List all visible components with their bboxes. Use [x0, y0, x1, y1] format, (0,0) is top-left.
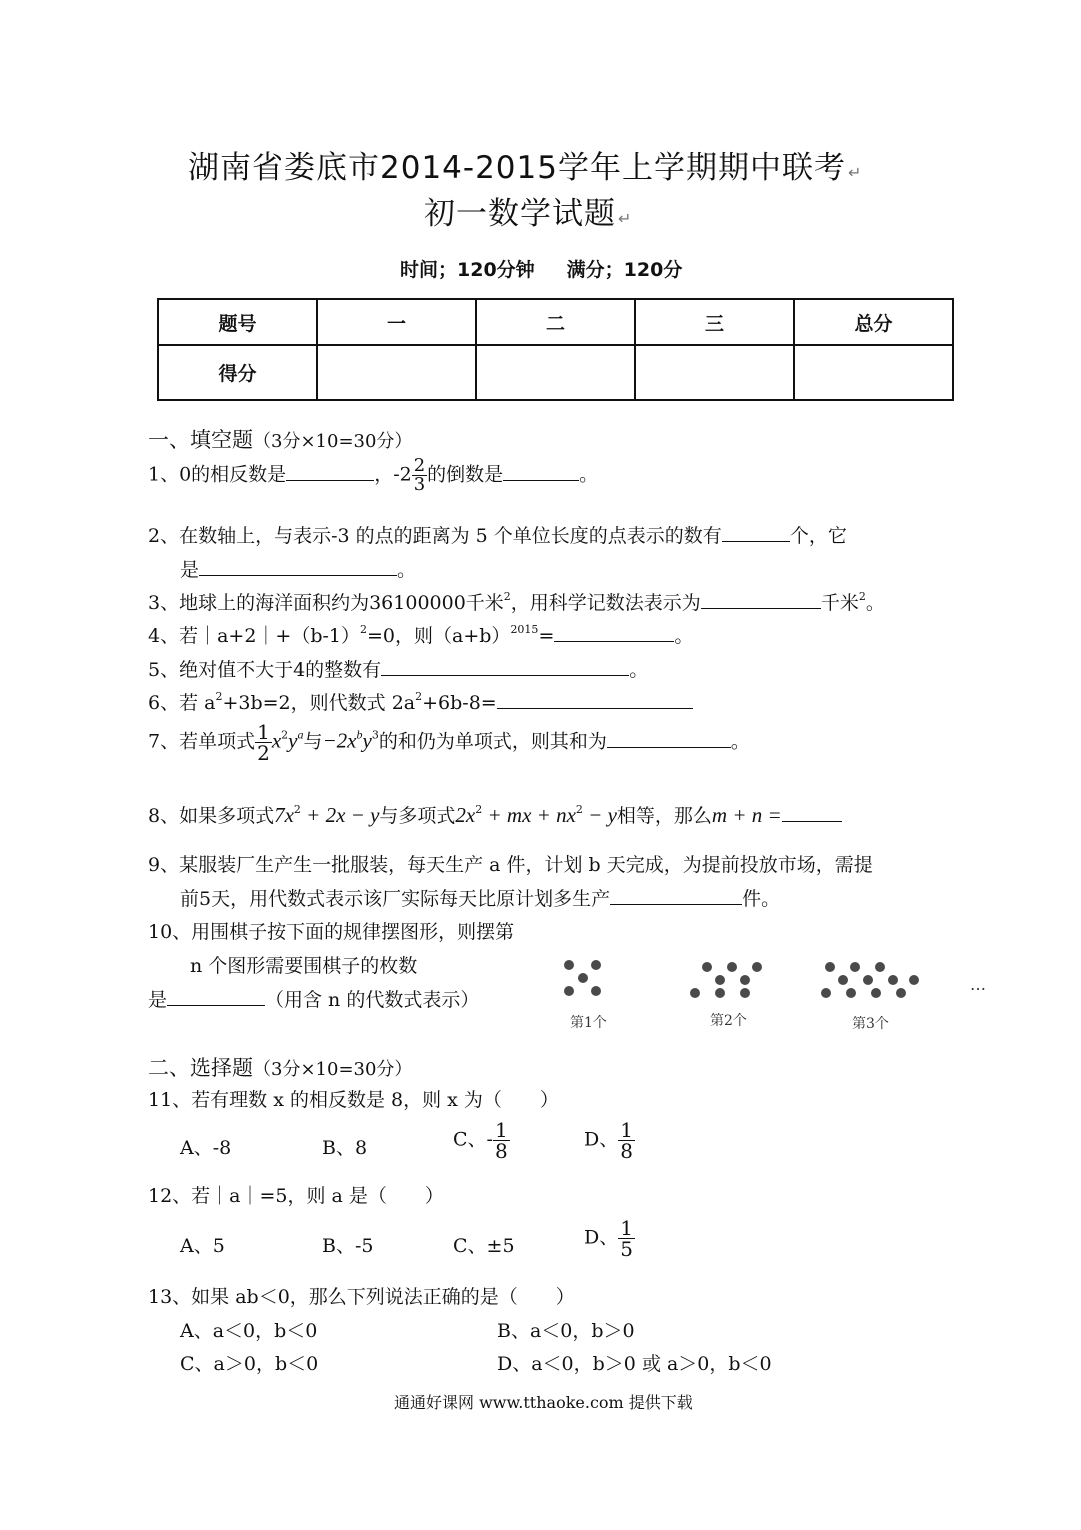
- answer-blank[interactable]: [286, 462, 374, 481]
- question-13: 13、如果 ab＜0，那么下列说法正确的是（ ）: [148, 1286, 575, 1308]
- go-stone: [591, 986, 601, 996]
- question-8: 8、如果多项式$7x^2 + 2x - y$与多项式$2x^2$ + mx + $nx^2 - y$相等，那么m + n =: [148, 802, 842, 829]
- q11-option-a[interactable]: A、-8: [180, 1137, 232, 1159]
- q13-option-b[interactable]: B、a＜0，b＞0: [497, 1320, 635, 1342]
- question-2-line1: 2、在数轴上，与表示-3 的点的距离为 5 个单位长度的点表示的数有 个，它: [148, 525, 847, 547]
- question-5: 5、绝对值不大于4的整数有 。: [148, 659, 649, 681]
- go-stone: [909, 975, 919, 985]
- score-table-header: 题号: [158, 299, 317, 345]
- question-3: 3、地球上的海洋面积约为36100000千米$^2$，用科学记数法表示为 千米$^2$。: [148, 590, 885, 614]
- go-stone: [578, 973, 588, 983]
- go-stone: [591, 960, 601, 970]
- question-6: 6、若 $a^2+3b=2$，则代数式 $2a^2+6b-8=$: [148, 690, 693, 716]
- q13-option-d[interactable]: D、a＜0，b＞0 或 a＞0，b＜0: [497, 1353, 772, 1375]
- question-10-line3: 是 （用含 n 的代数式表示）: [148, 989, 480, 1011]
- q12-option-a[interactable]: A、5: [180, 1235, 225, 1257]
- go-stone: [740, 975, 750, 985]
- go-stone: [838, 975, 848, 985]
- q11-option-b[interactable]: B、8: [322, 1137, 368, 1159]
- answer-blank[interactable]: [607, 729, 731, 748]
- go-stone: [888, 975, 898, 985]
- go-stone: [871, 988, 881, 998]
- question-1: 1、0的相反数是 ，-2 $\frac{2}{3}$ 的倒数是 。: [148, 455, 599, 495]
- score-table-header: 二: [476, 299, 635, 345]
- go-stone: [821, 988, 831, 998]
- go-stone: [564, 960, 574, 970]
- question-10-line2: n 个图形需要围棋子的枚数: [190, 955, 418, 977]
- score-table: [157, 298, 954, 401]
- score-table-header: 一: [317, 299, 476, 345]
- question-2-line2: 是 。: [180, 559, 417, 581]
- answer-blank[interactable]: [199, 557, 397, 576]
- go-stone: [727, 962, 737, 972]
- figure-label-2: 第2个: [710, 1013, 747, 1029]
- answer-blank[interactable]: [381, 657, 629, 676]
- go-stone: [740, 988, 750, 998]
- answer-blank[interactable]: [554, 623, 674, 642]
- exam-info: [400, 255, 682, 282]
- score-table-header: 三: [635, 299, 794, 345]
- go-stone: [896, 988, 906, 998]
- q12-option-c[interactable]: C、±5: [453, 1235, 515, 1257]
- go-stone: [702, 962, 712, 972]
- go-stone: [564, 986, 574, 996]
- go-stone: [690, 988, 700, 998]
- answer-blank[interactable]: [503, 462, 579, 481]
- answer-blank[interactable]: [497, 690, 693, 709]
- score-info: 满分；120分: [566, 259, 683, 281]
- exam-title-line1: 湖南省娄底市2014-2015学年上学期期中联考 ↵: [188, 150, 863, 186]
- score-cell[interactable]: [635, 345, 794, 400]
- section2-heading: 二、选择题（3分×10=30分）: [148, 1056, 413, 1080]
- figure-ellipsis: …: [970, 975, 986, 994]
- answer-blank[interactable]: [167, 987, 265, 1006]
- question-10-line1: 10、用围棋子按下面的规律摆图形，则摆第: [148, 921, 515, 943]
- question-9-line2: 前5天，用代数式表示该厂实际每天比原计划多生产 件。: [180, 888, 781, 910]
- answer-blank[interactable]: [610, 886, 742, 905]
- go-stone: [825, 962, 835, 972]
- q12-option-b[interactable]: B、-5: [322, 1235, 374, 1257]
- go-stone: [752, 962, 762, 972]
- q11-option-d[interactable]: D、 $\frac{1}{8}$: [584, 1118, 633, 1163]
- figure-2: [690, 962, 762, 998]
- answer-blank[interactable]: [782, 803, 842, 822]
- question-4: 4、若$|a+2|+(b-1)^2=0$，则$(a+b)^{2015}=$ 。: [148, 623, 694, 647]
- q13-option-c[interactable]: C、a＞0，b＜0: [180, 1353, 319, 1375]
- score-row-label: 得分: [158, 345, 317, 400]
- score-cell[interactable]: [794, 345, 953, 400]
- time-info: 时间；120分钟: [400, 259, 535, 281]
- exam-title-line2: 初一数学试题 ↵: [424, 196, 633, 232]
- figure-3: [821, 962, 919, 998]
- q13-option-a[interactable]: A、a＜0，b＜0: [180, 1320, 318, 1342]
- answer-blank[interactable]: [722, 523, 790, 542]
- go-stone: [715, 975, 725, 985]
- go-stone: [715, 988, 725, 998]
- answer-blank[interactable]: [701, 590, 821, 609]
- q12-option-d[interactable]: D、 $\frac{1}{5}$: [584, 1216, 633, 1261]
- question-11: 11、若有理数 x 的相反数是 8，则 x 为（ ）: [148, 1089, 559, 1111]
- score-cell[interactable]: [476, 345, 635, 400]
- go-stone: [875, 962, 885, 972]
- go-stone: [850, 962, 860, 972]
- page-footer: 通通好课网 www.tthaoke.com 提供下载: [394, 1393, 693, 1412]
- section1-heading: 一、填空题（3分×10=30分）: [148, 428, 413, 452]
- q11-option-c[interactable]: C、- $\frac{1}{8}$: [453, 1118, 508, 1163]
- go-stone: [863, 975, 873, 985]
- question-7: 7、若单项式 $\frac{1}{2}$ $x^2y^a$与$-2x^by^3$的和仍为单项式，则其和为 。: [148, 720, 750, 765]
- figure-1: [564, 960, 601, 996]
- question-12: 12、若｜a｜=5，则 a 是（ ）: [148, 1185, 444, 1207]
- figure-label-1: 第1个: [570, 1015, 607, 1031]
- question-9-line1: 9、某服装厂生产生一批服装，每天生产 a 件，计划 b 天完成，为提前投放市场，需提: [148, 854, 873, 876]
- figure-label-3: 第3个: [852, 1016, 889, 1032]
- score-cell[interactable]: [317, 345, 476, 400]
- go-stone: [846, 988, 856, 998]
- score-table-header: 总分: [794, 299, 953, 345]
